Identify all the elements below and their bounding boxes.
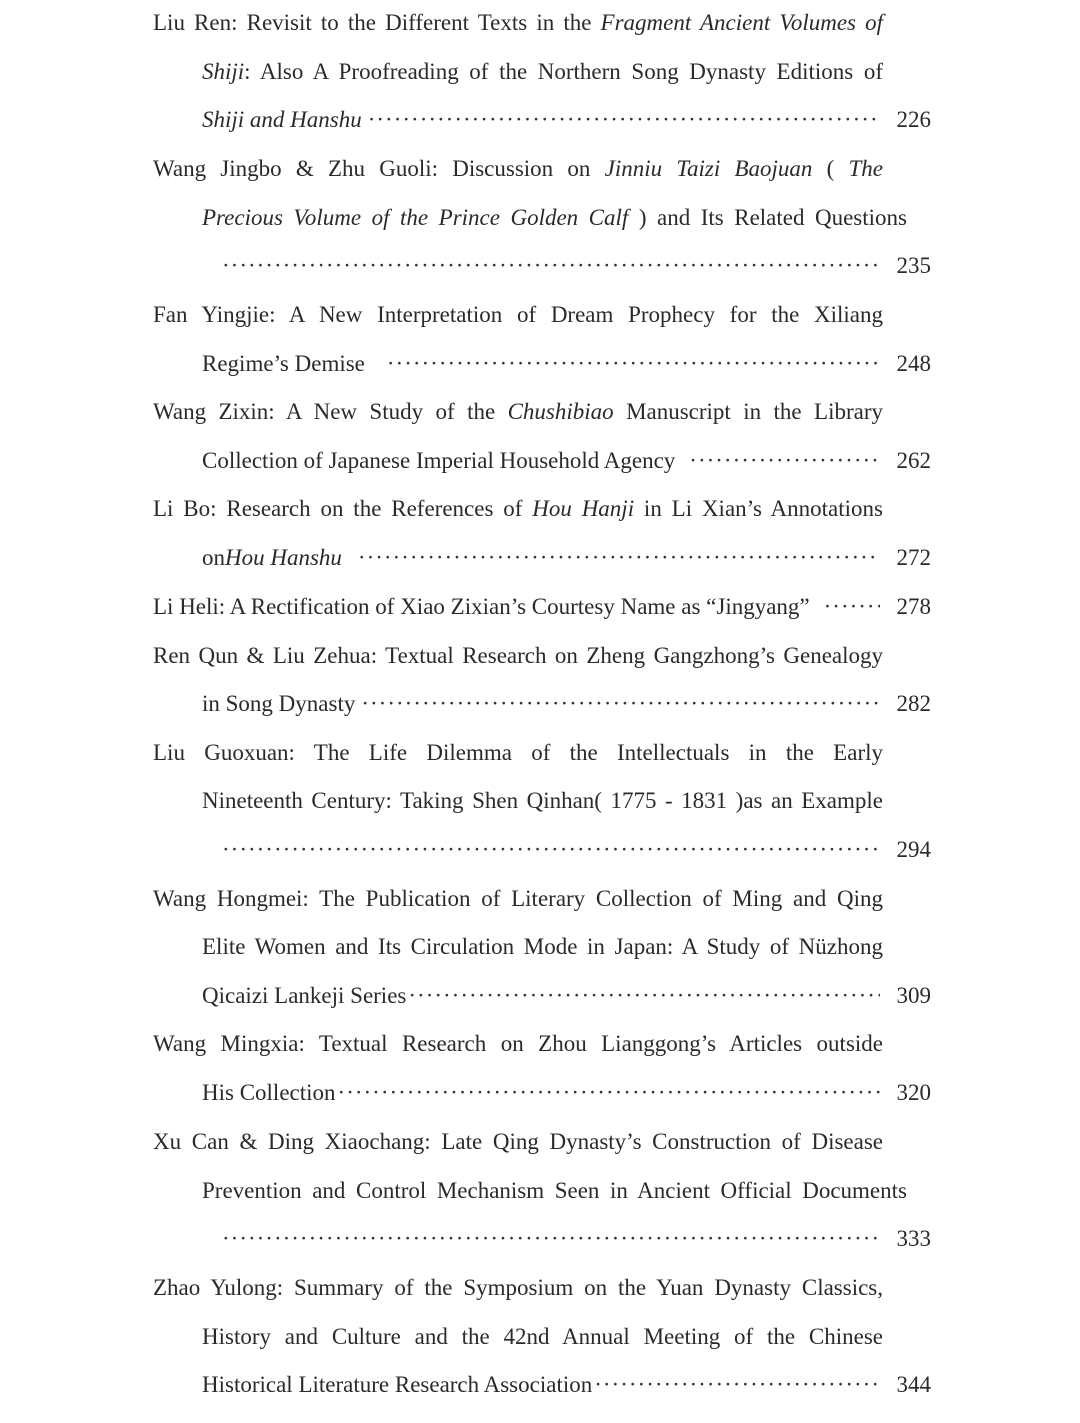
entry-text: : Also A Proofreading of the Northern Song Dynasty Editions of [244, 59, 883, 84]
toc-entry-leader-line [153, 592, 931, 622]
entry-title-italic: Precious Volume of the Prince Golden Calf [202, 205, 629, 230]
toc-entry-line [153, 1029, 883, 1059]
toc-entry-line [153, 1273, 883, 1303]
page-number: 278 [896, 594, 931, 619]
toc-entry-leader-line [202, 835, 931, 865]
page-number: 320 [896, 1080, 931, 1105]
dot-leader [387, 349, 880, 379]
toc-entry-line [153, 738, 883, 768]
dot-leader [222, 251, 880, 281]
toc-entry-line [153, 1127, 883, 1157]
toc-entry-leader-line [202, 251, 931, 281]
entry-title-italic: Fragment Ancient Volumes of [600, 10, 883, 35]
entry-text: History and Culture and the 42nd Annual Meeting of the Chinese [202, 1324, 883, 1349]
toc-entry-leader-line [202, 105, 931, 135]
toc-entry-line [153, 884, 883, 914]
page-number: 309 [896, 983, 931, 1008]
entry-text: ( [812, 156, 849, 181]
toc-entry-line [202, 786, 883, 816]
toc-entry-leader-line [202, 543, 931, 573]
entry-title-italic: Shiji [202, 59, 245, 84]
dot-leader [222, 1224, 880, 1254]
toc-entry-line [153, 8, 883, 38]
entry-text: Elite Women and Its Circulation Mode in Japan: A Study of Nüzhong [202, 934, 883, 959]
toc-entry-line [202, 203, 907, 233]
toc-entry-line [202, 1176, 907, 1206]
entry-text: Li Heli: A Rectification of Xiao Zixian’s Courtesy Name as “Jingyang” [153, 594, 810, 619]
toc-entry-leader-line [202, 349, 931, 379]
entry-text: Wang Hongmei: The Publication of Literary Collection of Ming and Qing [153, 886, 883, 911]
toc-entry-line [153, 300, 883, 330]
entry-text: Liu Ren: Revisit to the Different Texts in the [153, 10, 601, 35]
dot-leader [358, 543, 880, 573]
dot-leader [361, 689, 880, 719]
entry-text: Zhao Yulong: Summary of the Symposium on the Yuan Dynasty Classics, [153, 1275, 883, 1300]
dot-leader [222, 835, 880, 865]
dot-leader [689, 446, 880, 476]
dot-leader [594, 1370, 880, 1400]
page-number: 262 [896, 448, 931, 473]
entry-text: in Li Xian’s Annotations [634, 496, 883, 521]
toc-entry-line [202, 932, 883, 962]
page-number: 272 [896, 545, 931, 570]
dot-leader [408, 981, 880, 1011]
entry-text: Wang Mingxia: Textual Research on Zhou Lianggong’s Articles outside [153, 1031, 883, 1056]
dot-leader [824, 592, 880, 622]
entry-text: Wang Zixin: A New Study of the [153, 399, 508, 424]
toc-entry-leader-line [202, 1078, 931, 1108]
entry-text: Fan Yingjie: A New Interpretation of Dream Prophecy for the Xiliang [153, 302, 883, 327]
toc-entry-leader-line [202, 689, 931, 719]
page-number: 282 [896, 691, 931, 716]
entry-text: Liu Guoxuan: The Life Dilemma of the Intellectuals in the Early [153, 740, 883, 765]
page-number: 226 [896, 107, 931, 132]
entry-title-italic: The [848, 156, 883, 181]
entry-text: Ren Qun & Liu Zehua: Textual Research on Zheng Gangzhong’s Genealogy [153, 643, 883, 668]
entry-title-italic: Chushibiao [507, 399, 614, 424]
toc-entry-line [153, 494, 883, 524]
entry-title-italic: Hou Hanshu [225, 545, 342, 570]
page-number: 248 [896, 351, 931, 376]
entry-text: in Song Dynasty [202, 691, 356, 716]
toc-entry-leader-line [202, 1224, 931, 1254]
entry-text: Regime’s Demise [202, 351, 365, 376]
toc-entry-line [153, 641, 883, 671]
dot-leader [338, 1078, 880, 1108]
entry-title-italic: Hou Hanji [532, 496, 635, 521]
page-number: 294 [896, 837, 931, 862]
entry-title-italic: Shiji and Hanshu [202, 107, 362, 132]
entry-text: Xu Can & Ding Xiaochang: Late Qing Dynasty’s Construction of Disease [153, 1129, 883, 1154]
page-number: 235 [896, 253, 931, 278]
page-number: 333 [896, 1226, 931, 1251]
entry-text: ) and Its Related Questions [628, 205, 907, 230]
entry-text: Qicaizi Lankeji Series [202, 983, 407, 1008]
toc-entry-leader-line [202, 446, 931, 476]
entry-text: Collection of Japanese Imperial Household Agency [202, 448, 676, 473]
entry-text: His Collection [202, 1080, 336, 1105]
toc-entry-line [202, 1322, 883, 1352]
entry-text: Historical Literature Research Association [202, 1372, 593, 1397]
dot-leader [368, 105, 880, 135]
entry-text: Wang Jingbo & Zhu Guoli: Discussion on [153, 156, 605, 181]
toc-entry-line [202, 57, 883, 87]
entry-title-italic: Jinniu Taizi Baojuan [604, 156, 813, 181]
toc-entry-leader-line [202, 981, 931, 1011]
entry-text: Li Bo: Research on the References of [153, 496, 533, 521]
entry-text: Nineteenth Century: Taking Shen Qinhan( 1775 - 1831 )as an Example [202, 788, 883, 813]
page-number: 344 [896, 1372, 931, 1397]
entry-text: on [202, 545, 225, 570]
toc-entry-line [153, 154, 883, 184]
entry-text: Manuscript in the Library [613, 399, 883, 424]
toc-entry-line [153, 397, 883, 427]
entry-text: Prevention and Control Mechanism Seen in Ancient Official Documents [202, 1178, 907, 1203]
toc-entry-leader-line [202, 1370, 931, 1400]
